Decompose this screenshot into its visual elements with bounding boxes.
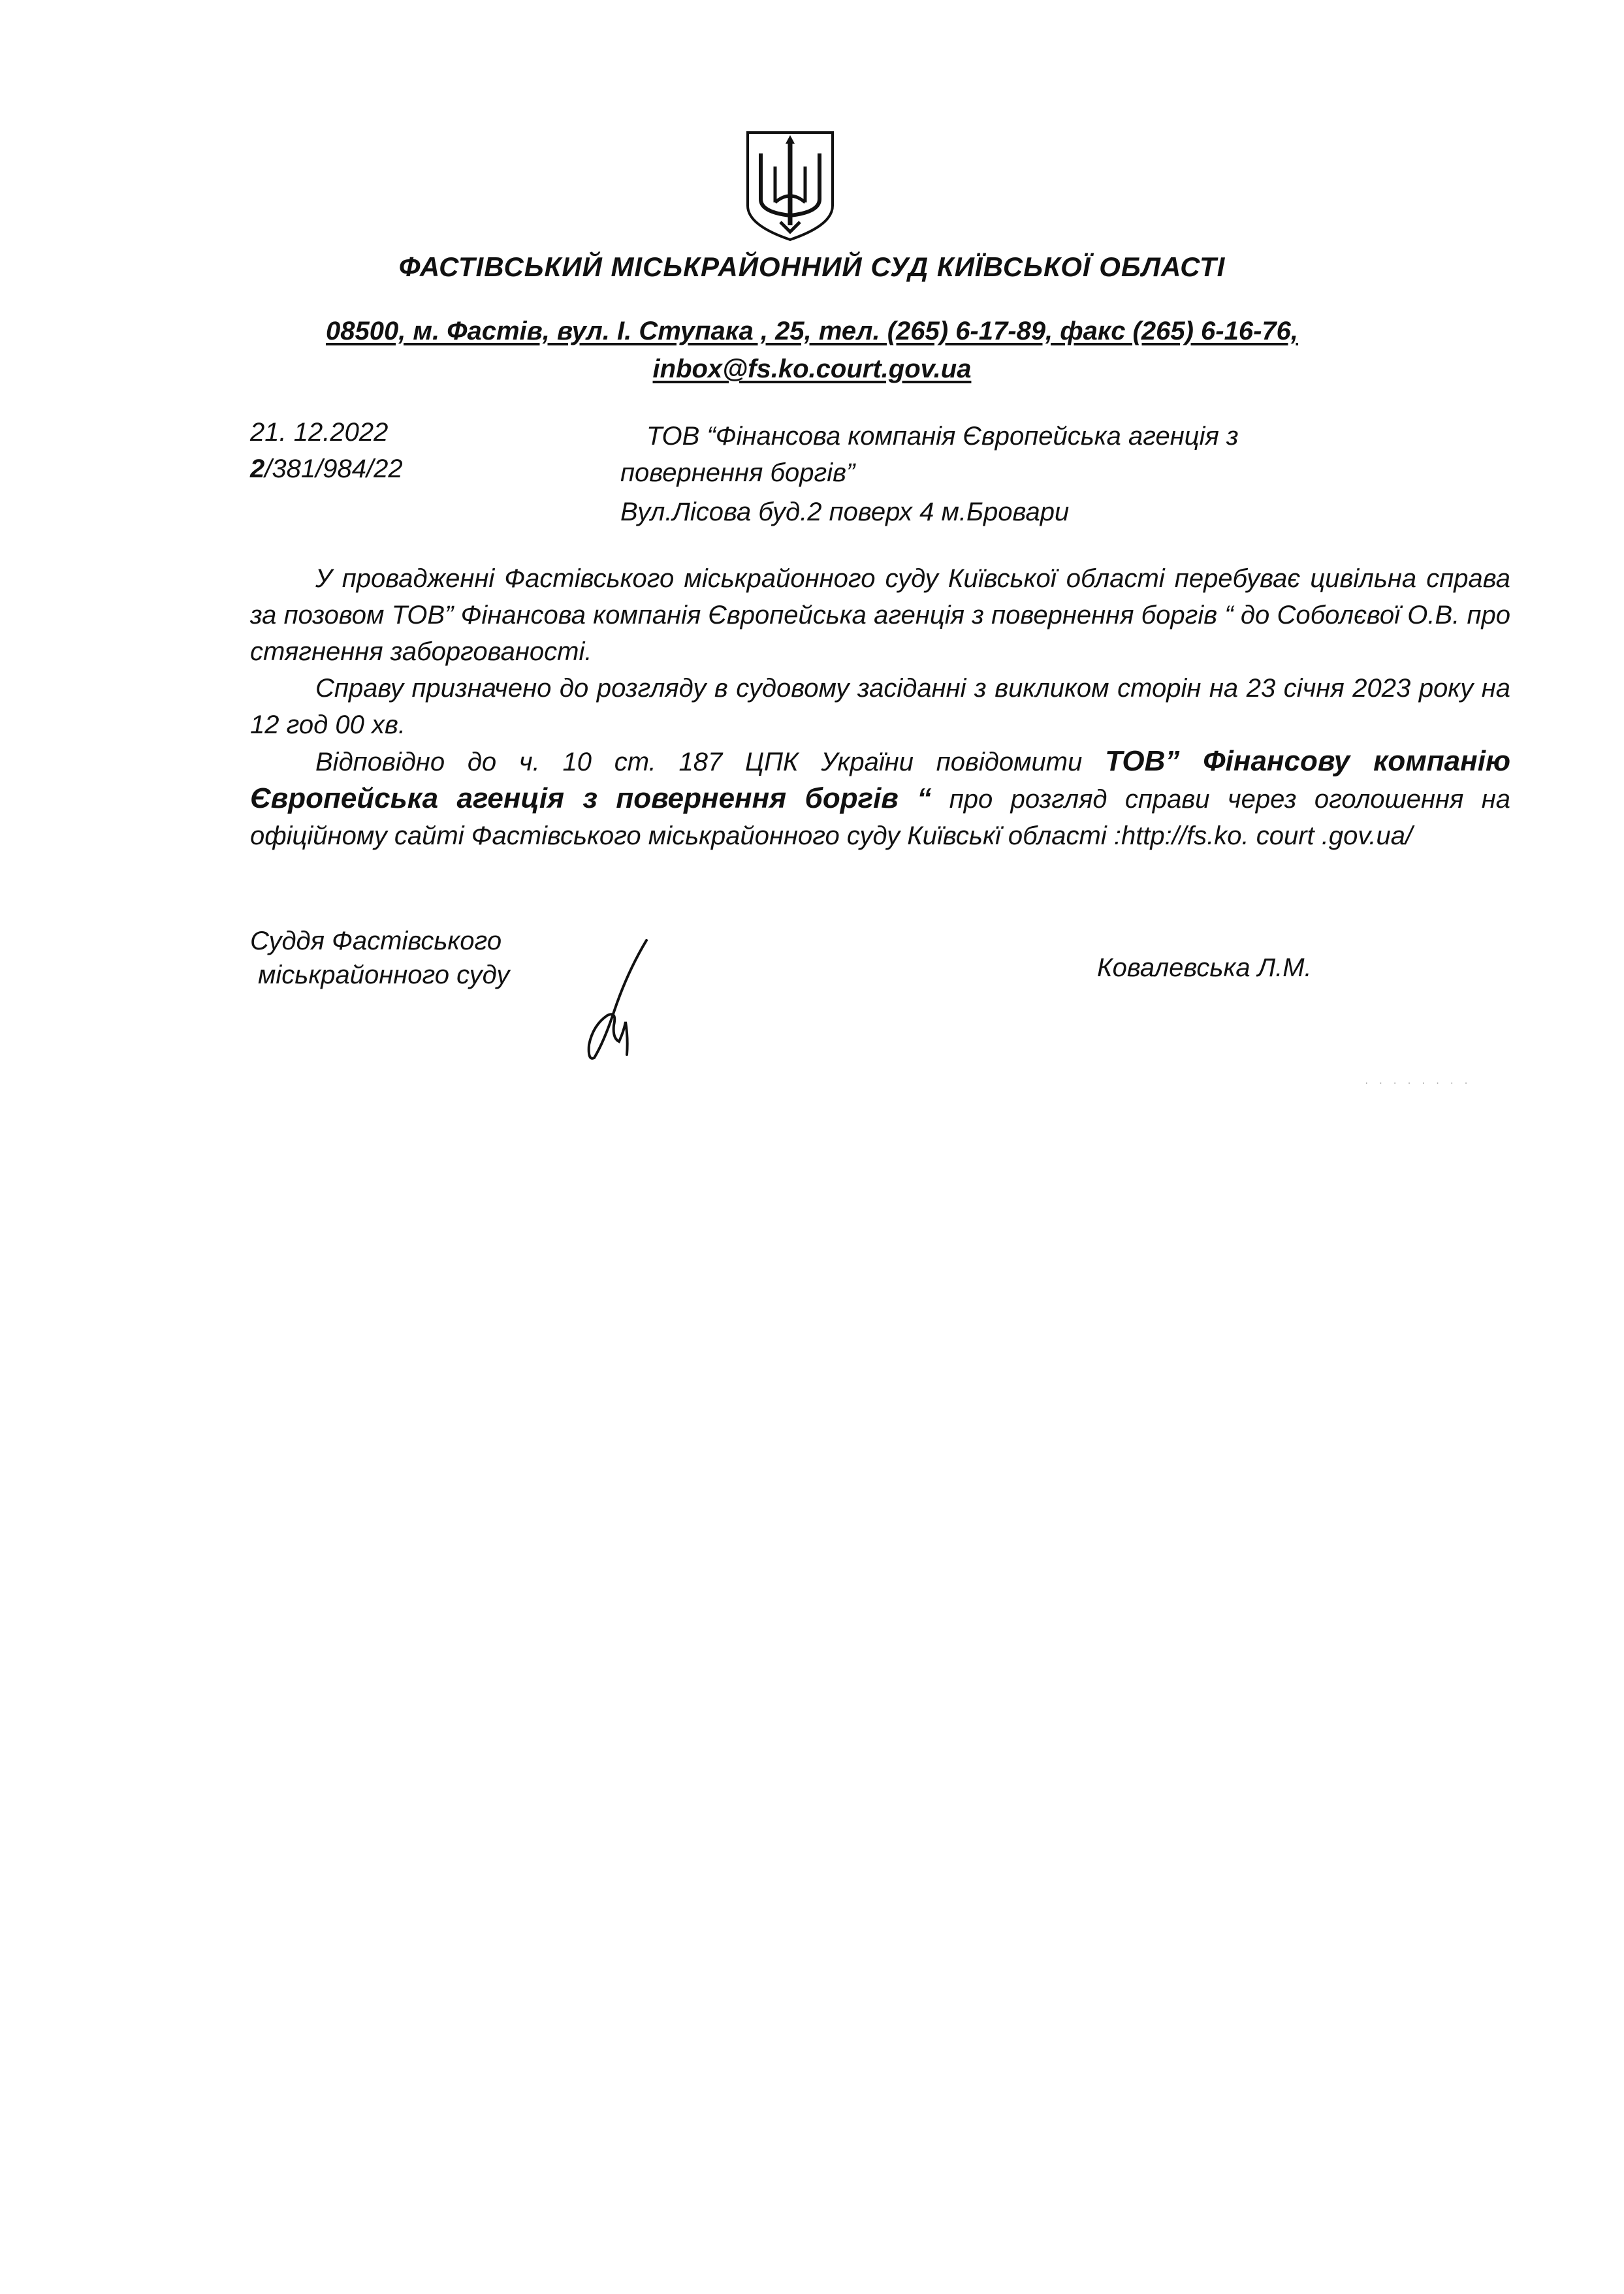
court-name: ФАСТІВСЬКИЙ МІСЬКРАЙОННИЙ СУД КИЇВСЬКОЇ ОБЛАСТІ bbox=[398, 251, 1226, 282]
trident-emblem-icon bbox=[741, 127, 839, 245]
case-number-prefix: 2 bbox=[250, 454, 265, 483]
judge-name: Ковалевська Л.М. bbox=[1097, 953, 1312, 982]
notification-end: про розгляд справи через оголошення на офіційному сайті Фастівського міськрайонного суду Київськї області :http://fs.ko. court .gov.ua/ bbox=[250, 785, 1511, 850]
scan-artifact: · · · · · · · · bbox=[1365, 1077, 1472, 1089]
judge-position bbox=[250, 924, 509, 992]
judge-position-line2: міськрайонного суду bbox=[258, 961, 510, 989]
case-number-rest: /381/984/22 bbox=[264, 454, 403, 483]
recipient-block bbox=[620, 418, 1469, 530]
paragraph-notification bbox=[250, 743, 1510, 854]
judge-position-line1: Суддя Фастівського bbox=[250, 927, 502, 955]
recipient-name-line1: ТОВ “Фінансова компанія Європейська агенція з bbox=[646, 422, 1239, 451]
paragraph-proceedings: У провадженні Фастівського міськрайонного суду Київської області перебуває цивільна справа за позовом ТОВ” Фінансова компанія Європейська агенція з повернення боргів “ до Соболєвої О.В. про стягнення заборгованості. bbox=[250, 564, 1510, 666]
recipient-address: Вул.Лісова буд.2 поверх 4 м.Бровари bbox=[620, 498, 1070, 526]
handwritten-signature bbox=[568, 934, 666, 1064]
address-line: 08500, м. Фастів, вул. І. Ступака , 25, тел. (265) 6-17-89, факс (265) 6-16-76, bbox=[325, 317, 1299, 345]
court-address bbox=[196, 312, 1428, 388]
letter-body bbox=[250, 560, 1510, 854]
paragraph-hearing-date: Справу призначено до розгляду в судовому засіданні з викликом сторін на 23 січня 2023 року на 12 год 00 хв. bbox=[250, 674, 1510, 739]
recipient-name-line2: повернення боргів” bbox=[620, 458, 855, 487]
court-email-link[interactable]: inbox@fs.ko.court.gov.ua bbox=[652, 355, 972, 383]
case-number bbox=[250, 454, 403, 484]
notification-company-name: ТОВ” Фінансову компанію Європейська агенція з повернення боргів “ bbox=[250, 745, 1510, 814]
notification-start: Відповідно до ч. 10 ст. 187 ЦПК України повідомити bbox=[315, 748, 1106, 776]
document-date: 21. 12.2022 bbox=[250, 418, 389, 447]
